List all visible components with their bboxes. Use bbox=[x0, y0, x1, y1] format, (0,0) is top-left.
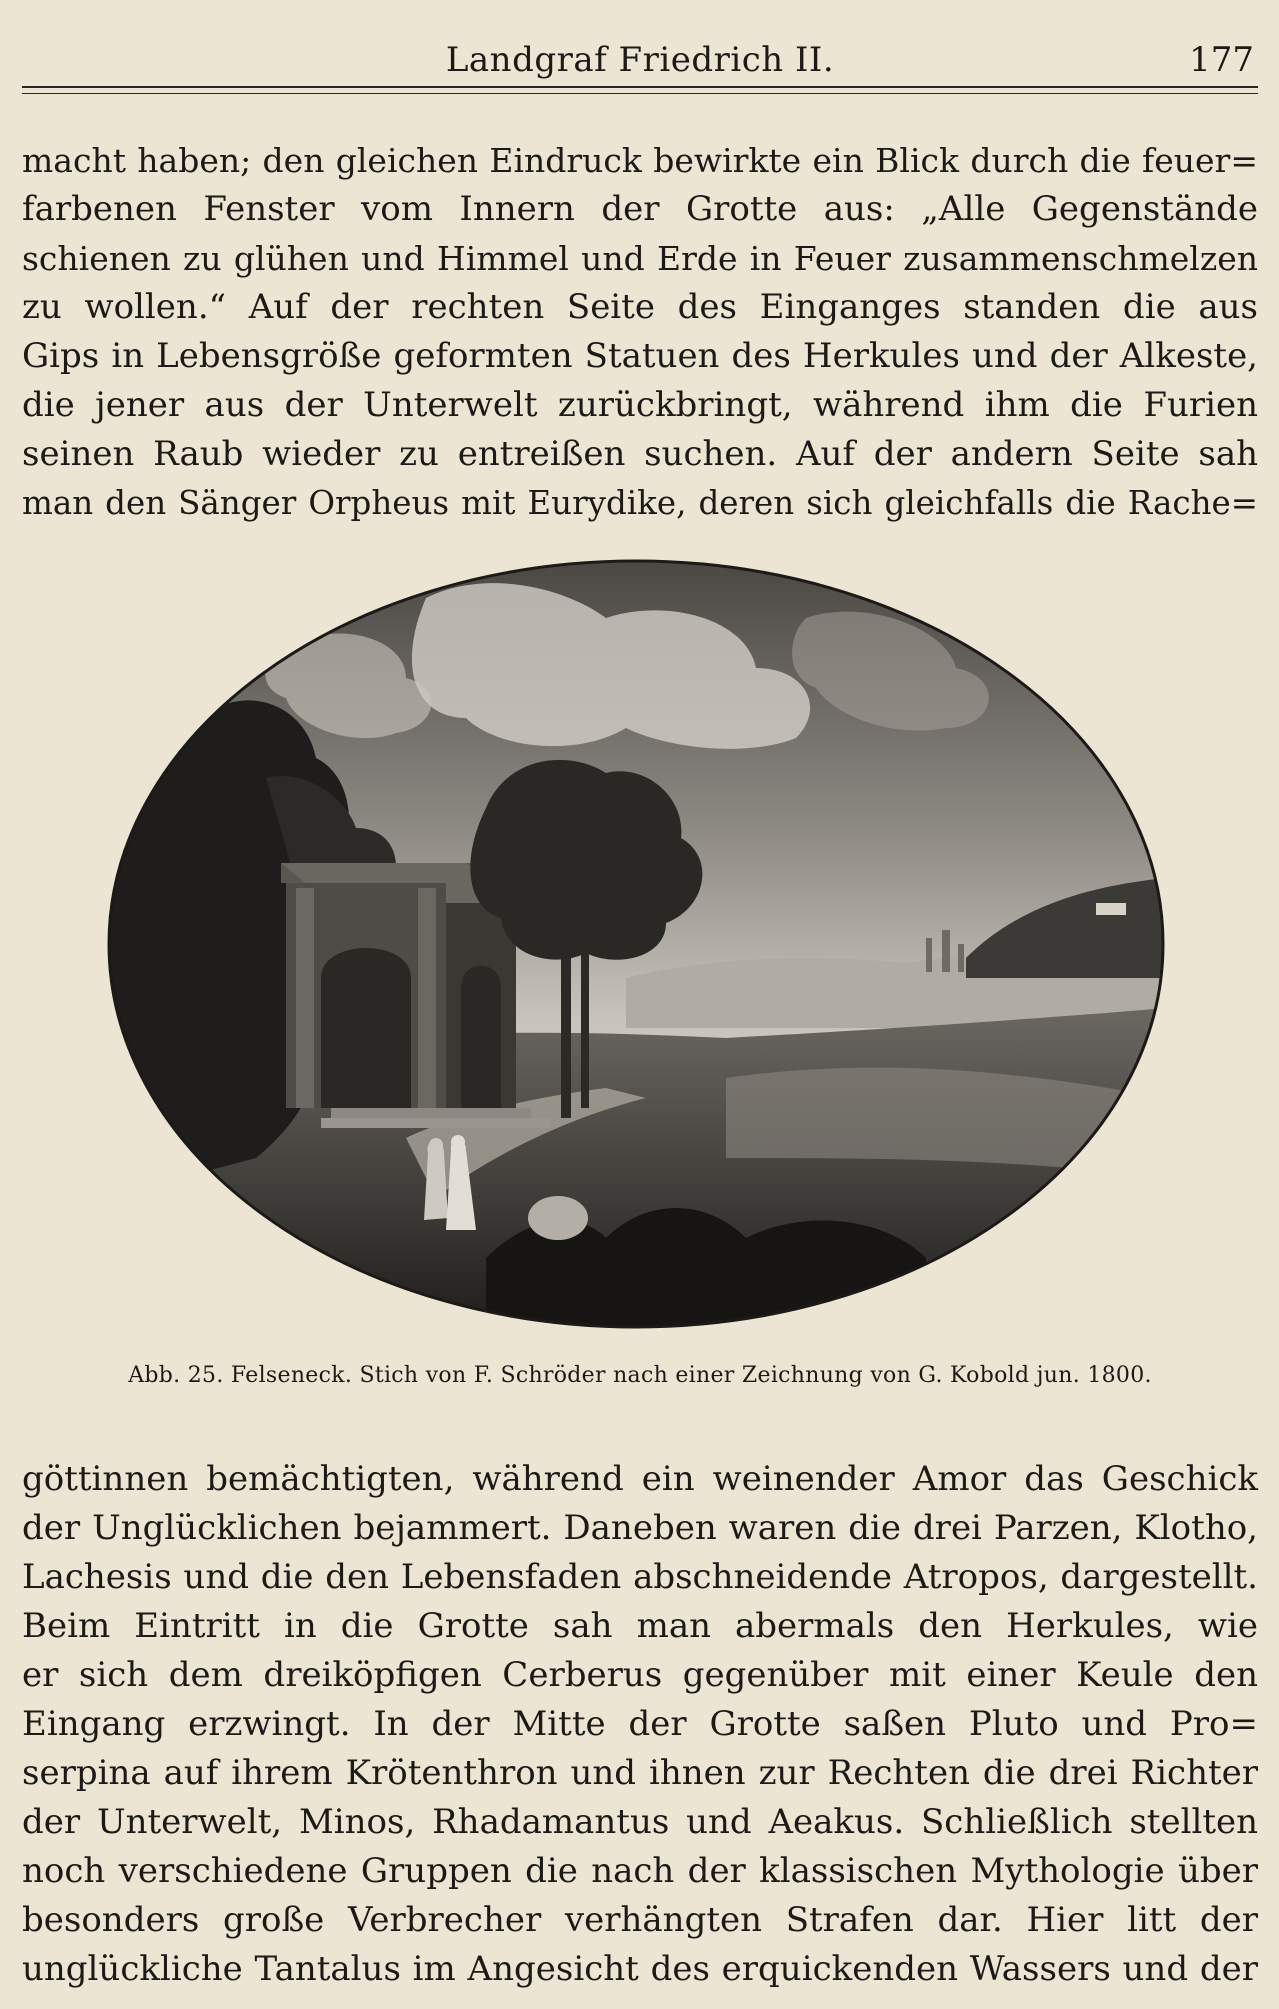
text-line: die jener aus der Unterwelt zurückbringt, während ihm die Furien bbox=[22, 385, 1258, 425]
text-line: macht haben; den gleichen Eindruck bewirkte ein Blick durch die feuer= bbox=[22, 141, 1258, 180]
text-line: besonders große Verbrecher verhängten Strafen dar. Hier litt der bbox=[22, 1900, 1258, 1940]
page-number: 177 bbox=[1189, 40, 1254, 80]
header-rule-thin bbox=[22, 93, 1258, 94]
running-title: Landgraf Friedrich II. bbox=[445, 40, 835, 80]
text-line: der Unterwelt, Minos, Rhadamantus und Aeakus. Schließlich stellten bbox=[22, 1802, 1258, 1842]
text-line: göttinnen bemächtigten, während ein weinender Amor das Geschick bbox=[22, 1459, 1258, 1499]
engraving-illustration bbox=[106, 558, 1166, 1330]
engraving-svg bbox=[106, 558, 1166, 1330]
text-line: serpina auf ihrem Krötenthron und ihnen zur Rechten die drei Richter bbox=[22, 1753, 1258, 1793]
figure-caption: Abb. 25. Felseneck. Stich von F. Schröder nach einer Zeichnung von G. Kobold jun. 1800. bbox=[128, 1363, 1152, 1388]
text-line: Beim Eintritt in die Grotte sah man abermals den Herkules, wie bbox=[22, 1606, 1258, 1646]
header-rule bbox=[22, 86, 1258, 88]
running-header bbox=[22, 38, 1258, 78]
text-line: unglückliche Tantalus im Angesicht des erquickenden Wassers und der bbox=[22, 1949, 1258, 1989]
text-line: man den Sänger Orpheus mit Eurydike, deren sich gleichfalls die Rache= bbox=[22, 484, 1258, 522]
text-line: zu wollen.“ Auf der rechten Seite des Einganges standen die aus bbox=[22, 287, 1258, 327]
text-line: noch verschiedene Gruppen die nach der klassischen Mythologie über bbox=[22, 1851, 1258, 1891]
text-line: Lachesis und die den Lebensfaden abschneidende Atropos, dargestellt. bbox=[22, 1557, 1258, 1597]
paragraph-bottom bbox=[22, 1455, 1258, 1994]
text-line: er sich dem dreiköpfigen Cerberus gegenüber mit einer Keule den bbox=[22, 1655, 1258, 1695]
text-line: seinen Raub wieder zu entreißen suchen. Auf der andern Seite sah bbox=[22, 434, 1258, 474]
text-line: farbenen Fenster vom Innern der Grotte aus: „Alle Gegenstände bbox=[22, 189, 1258, 229]
paragraph-top bbox=[22, 136, 1258, 528]
text-line: Eingang erzwingt. In der Mitte der Grotte saßen Pluto und Pro= bbox=[22, 1704, 1258, 1744]
text-line: der Unglücklichen bejammert. Daneben waren die drei Parzen, Klotho, bbox=[22, 1508, 1258, 1548]
text-line: schienen zu glühen und Himmel und Erde in Feuer zusammenschmelzen bbox=[22, 239, 1258, 278]
text-line: Gips in Lebensgröße geformten Statuen des Herkules und der Alkeste, bbox=[22, 336, 1258, 376]
